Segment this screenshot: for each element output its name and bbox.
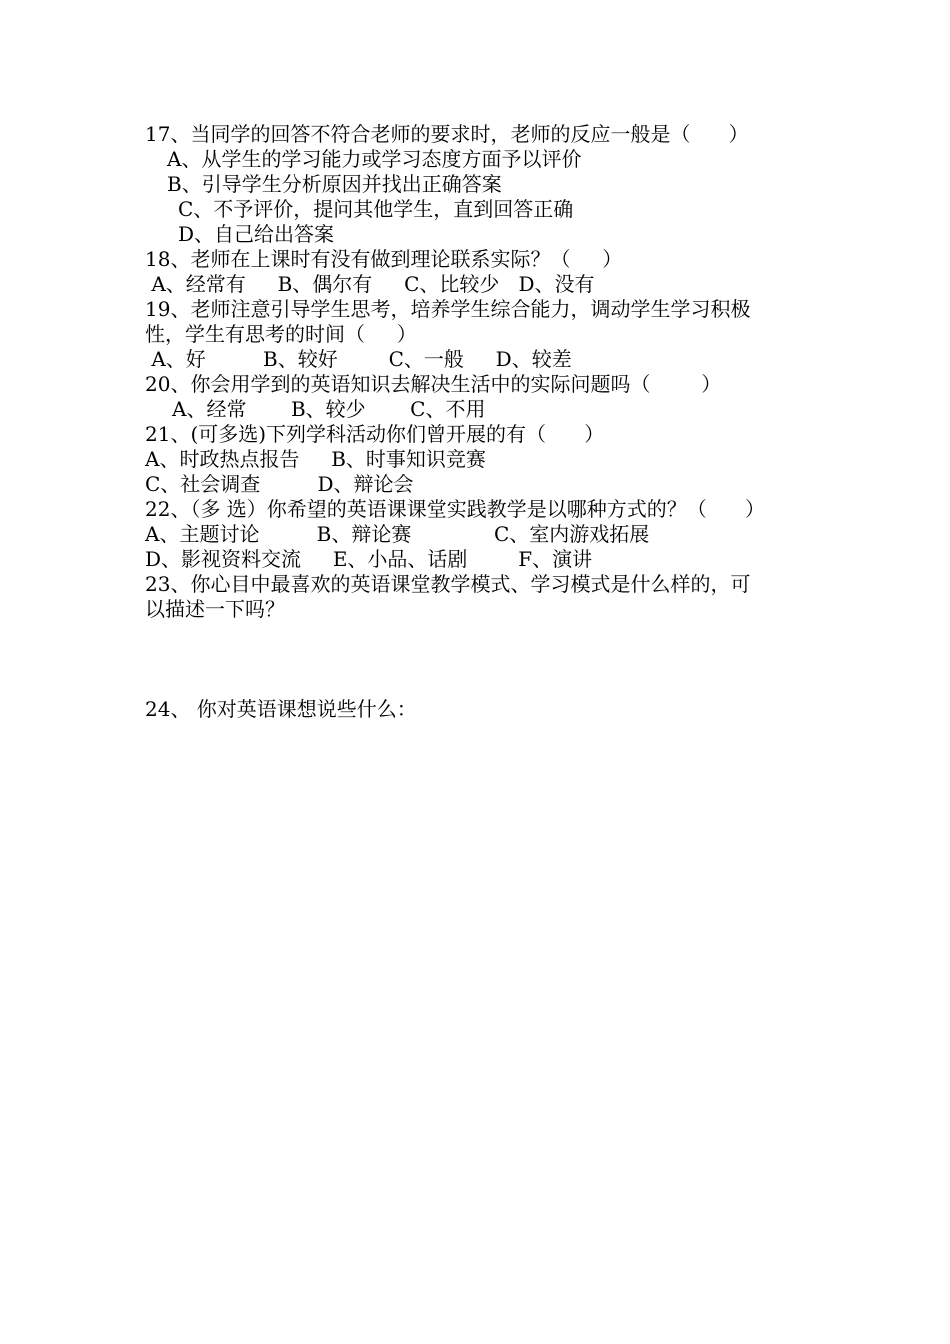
question-19-stem-line2: 性，学生有思考的时间（ ） — [145, 322, 417, 346]
question-22-options-line1: A、主题讨论 B、辩论赛 C、室内游戏拓展 — [145, 522, 650, 546]
question-19-options: A、好 B、较好 C、一般 D、较差 — [145, 347, 572, 371]
question-20-stem: 20、你会用学到的英语知识去解决生活中的实际问题吗（ ） — [145, 372, 722, 396]
question-22-stem: 22、（多 选）你希望的英语课课堂实践教学是以哪种方式的？（ ） — [145, 497, 765, 521]
question-21-options-line2: C、社会调查 D、辩论会 — [145, 472, 414, 496]
question-24-stem: 24、 你对英语课想说些什么： — [145, 697, 417, 721]
question-21-stem: 21、(可多选)下列学科活动你们曾开展的有（ ） — [145, 422, 605, 446]
question-19-stem-line1: 19、老师注意引导学生思考，培养学生综合能力，调动学生学习积极 — [145, 297, 751, 321]
question-17-option-c: C、不予评价，提问其他学生，直到回答正确 — [178, 197, 574, 221]
question-23-stem-line1: 23、你心目中最喜欢的英语课堂教学模式、学习模式是什么样的，可 — [145, 572, 751, 596]
question-22-options-line2: D、影视资料交流 E、小品、话剧 F、演讲 — [145, 547, 593, 571]
question-18-stem: 18、老师在上课时有没有做到理论联系实际？（ ） — [145, 247, 623, 271]
question-17-option-b: B、引导学生分析原因并找出正确答案 — [167, 172, 502, 196]
question-20-options: A、经常 B、较少 C、不用 — [172, 397, 486, 421]
question-17-option-d: D、自己给出答案 — [178, 222, 335, 246]
question-23-stem-line2: 以描述一下吗？ — [145, 597, 285, 621]
question-17-stem: 17、当同学的回答不符合老师的要求时，老师的反应一般是（ ） — [145, 122, 749, 146]
question-18-options: A、经常有 B、偶尔有 C、比较少 D、没有 — [145, 272, 595, 296]
question-21-options-line1: A、时政热点报告 B、时事知识竞赛 — [145, 447, 486, 471]
questionnaire-body — [145, 122, 825, 722]
question-17-option-a: A、从学生的学习能力或学习态度方面予以评价 — [167, 147, 582, 171]
